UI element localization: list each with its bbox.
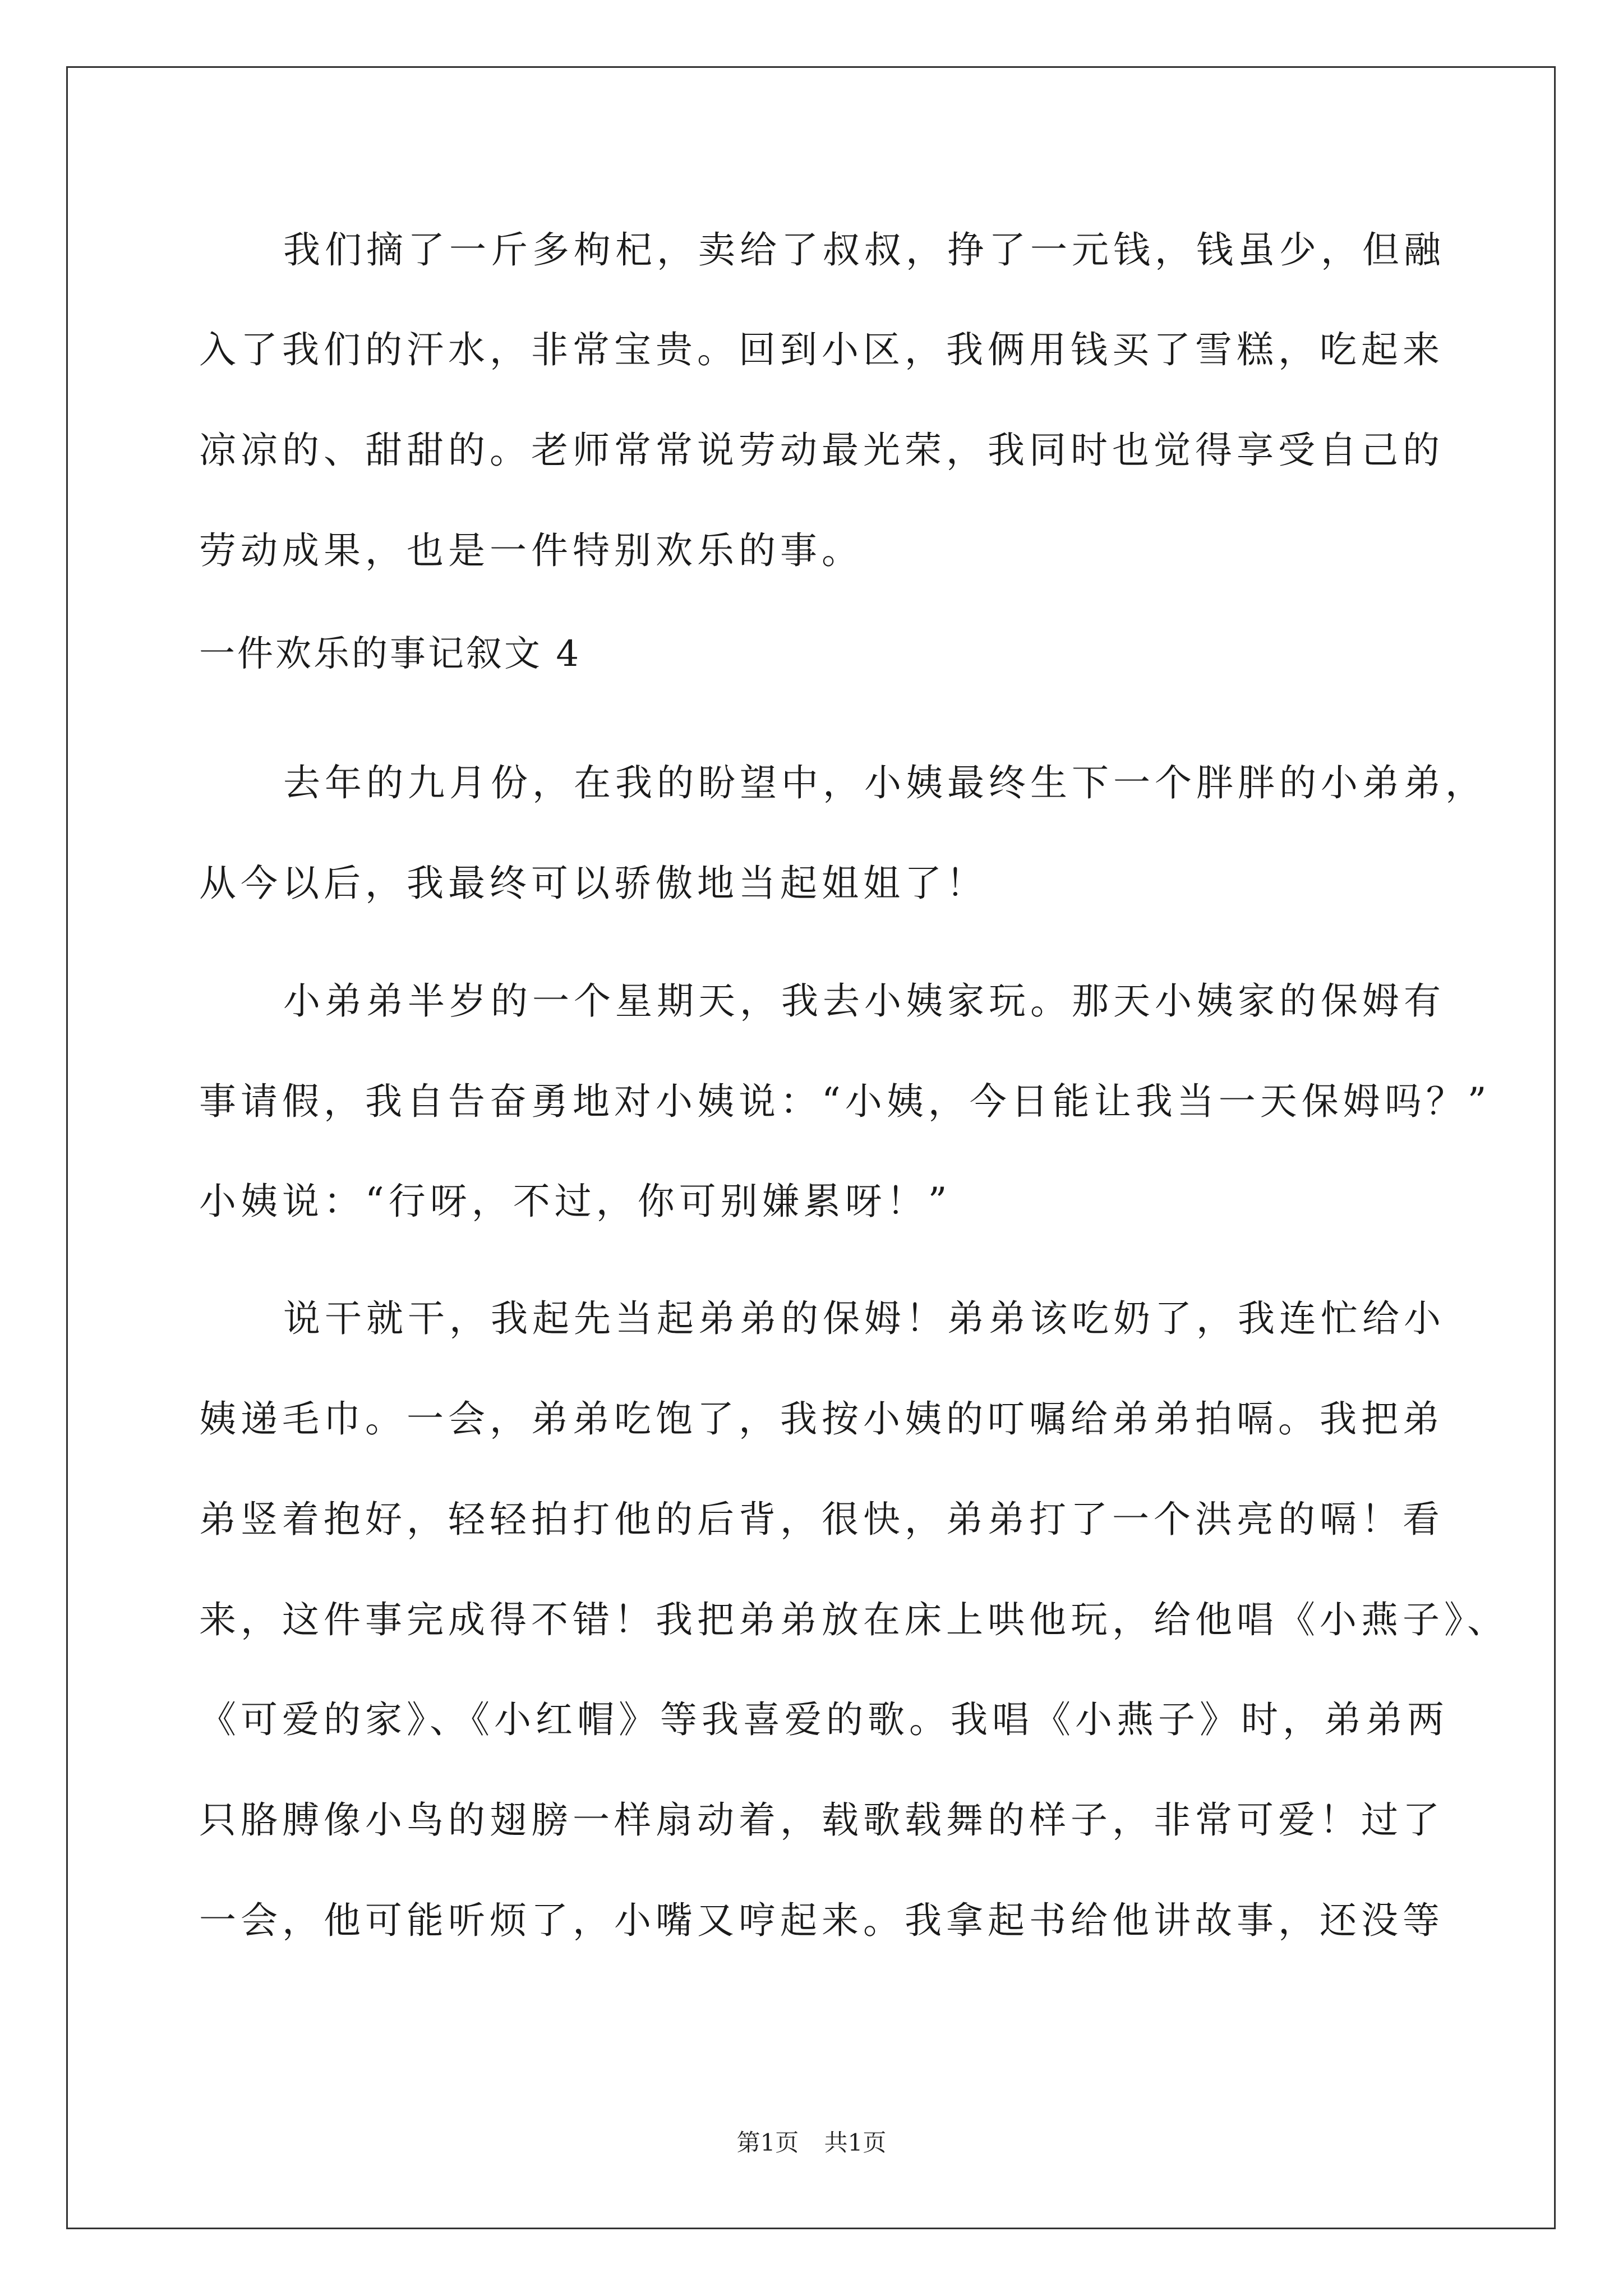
- text-line: 小姨说：“行呀，不过，你可别嫌累呀！”: [199, 1180, 952, 1223]
- section-heading: 一件欢乐的事记叙文 4: [199, 633, 582, 675]
- text-line: 入了我们的汗水，非常宝贵。回到小区，我俩用钱买了雪糕，吃起来: [199, 328, 1444, 371]
- text-line: 事请假，我自告奋勇地对小姨说：“小姨，今日能让我当一天保姆吗？”: [199, 1080, 1491, 1123]
- text-line: 凉凉的、甜甜的。老师常常说劳动最光荣，我同时也觉得享受自己的: [199, 429, 1444, 472]
- text-line: 劳动成果，也是一件特别欢乐的事。: [199, 529, 863, 572]
- text-line: 从今以后，我最终可以骄傲地当起姐姐了！: [199, 862, 988, 905]
- page-total: 共1页: [824, 2129, 887, 2156]
- text-line: 只胳膊像小鸟的翅膀一样扇动着，载歌载舞的样子，非常可爱！过了: [199, 1798, 1444, 1842]
- text-line: 去年的九月份，在我的盼望中，小姨最终生下一个胖胖的小弟弟，: [283, 761, 1487, 804]
- text-line: 一会，他可能听烦了，小嘴又哼起来。我拿起书给他讲故事，还没等: [199, 1899, 1444, 1942]
- text-line: 姨递毛巾。一会，弟弟吃饱了，我按小姨的叮嘱给弟弟拍嗝。我把弟: [199, 1397, 1444, 1441]
- text-line: 小弟弟半岁的一个星期天，我去小姨家玩。那天小姨家的保姆有: [283, 979, 1445, 1023]
- page-footer: [0, 2126, 1623, 2160]
- text-line: 《可爱的家》、《小红帽》等我喜爱的歌。我唱《小燕子》时，弟弟两: [199, 1698, 1449, 1741]
- text-line: 说干就干，我起先当起弟弟的保姆！弟弟该吃奶了，我连忙给小: [283, 1297, 1445, 1340]
- text-line: 来，这件事完成得不错！我把弟弟放在床上哄他玩，给他唱《小燕子》、: [199, 1598, 1509, 1641]
- text-line: 我们摘了一斤多枸杞，卖给了叔叔，挣了一元钱，钱虽少，但融: [283, 228, 1445, 272]
- text-line: 弟竖着抱好，轻轻拍打他的后背，很快，弟弟打了一个洪亮的嗝！看: [199, 1498, 1444, 1541]
- page-number: 第1页: [736, 2129, 799, 2156]
